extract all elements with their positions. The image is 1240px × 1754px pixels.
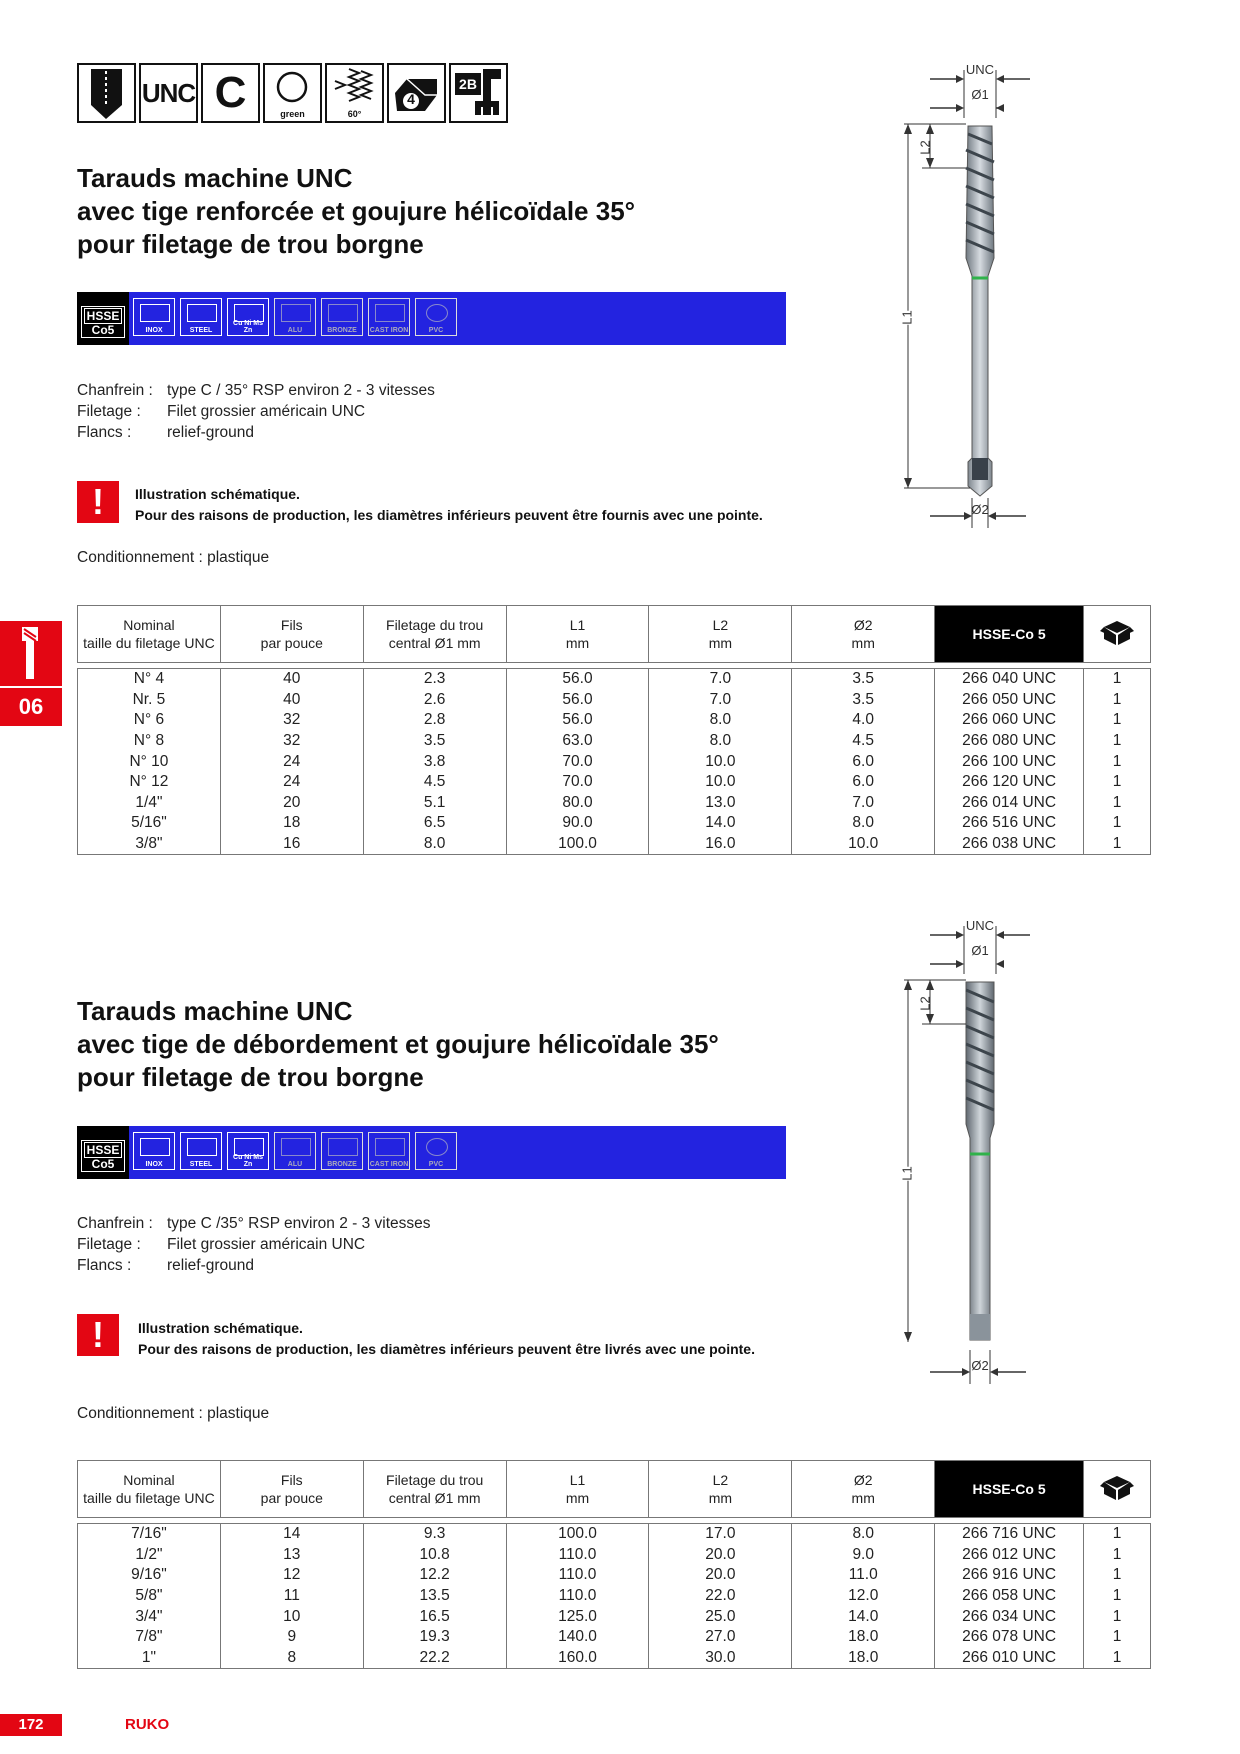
inox-material-icon: INOX	[133, 298, 175, 336]
col-header-tpi: Fils par pouce	[220, 1461, 363, 1518]
table-cell: 5/16"	[78, 813, 221, 834]
table-cell: 7/8"	[78, 1627, 221, 1648]
cast-iron-material-icon: CAST IRON	[368, 1132, 410, 1170]
table-cell: 22.2	[363, 1648, 506, 1669]
table-cell: 56.0	[506, 710, 649, 731]
table-cell: 8.0	[363, 834, 506, 855]
section1-table-body	[77, 668, 1151, 855]
table-cell: 1	[1084, 1565, 1151, 1586]
table-cell: 4.5	[363, 772, 506, 793]
table-cell: 18.0	[792, 1648, 935, 1669]
table-cell: 266 034 UNC	[935, 1606, 1084, 1627]
table-cell: 11	[220, 1586, 363, 1607]
unc-icon: UNC	[139, 63, 198, 123]
table-cell: 32	[220, 710, 363, 731]
table-cell: 1"	[78, 1648, 221, 1669]
table-row	[78, 710, 1151, 731]
col-header-tpi: Fils par pouce	[220, 606, 363, 663]
col-header-nominal: Nominal taille du filetage UNC	[78, 1461, 221, 1518]
table-cell: 8.0	[792, 813, 935, 834]
table-cell: 3.8	[363, 751, 506, 772]
pvc-material-icon: PVC	[415, 1132, 457, 1170]
section2-title: Tarauds machine UNC avec tige de débordement et goujure hélicoïdale 35° pour filetage de trou borgne	[77, 996, 719, 1092]
section2-drawing-d2-label: Ø2	[971, 1358, 989, 1373]
table-cell: 266 916 UNC	[935, 1565, 1084, 1586]
section2-drawing-l2-label: L2	[917, 996, 933, 1011]
section1-warning-text: Pour des raisons de production, les diamètres inférieurs peuvent être fournis avec une pointe.	[135, 507, 763, 523]
table-row	[78, 1545, 1151, 1566]
steel-material-icon: STEEL	[180, 1132, 222, 1170]
section2-drawing-l1-label: L1	[899, 1166, 915, 1181]
table-cell: 13.0	[649, 793, 792, 814]
bronze-material-icon: BRONZE	[321, 298, 363, 336]
table-row	[78, 834, 1151, 855]
table-cell: 1/2"	[78, 1545, 221, 1566]
table-cell: 24	[220, 751, 363, 772]
table-cell: 266 050 UNC	[935, 690, 1084, 711]
green-coating-icon: green	[263, 63, 322, 123]
section2-table	[77, 1460, 1151, 1518]
table-cell: 9/16"	[78, 1565, 221, 1586]
through-hole-icon	[77, 63, 136, 123]
table-row	[78, 793, 1151, 814]
table-cell: N° 10	[78, 751, 221, 772]
table-cell: 16.0	[649, 834, 792, 855]
table-row	[78, 1627, 1151, 1648]
section1-drawing-l2-label: L2	[917, 140, 933, 155]
chapter-number: 06	[0, 688, 62, 726]
table-cell: 6.0	[792, 751, 935, 772]
tolerance-2b-icon: 2B	[449, 63, 508, 123]
table-cell: 1	[1084, 793, 1151, 814]
table-row	[78, 1648, 1151, 1669]
table-cell: 56.0	[506, 690, 649, 711]
box-icon	[1084, 1461, 1151, 1518]
table-cell: 110.0	[506, 1586, 649, 1607]
table-cell: 7.0	[792, 793, 935, 814]
section1-drawing-d2-label: Ø2	[971, 502, 989, 517]
table-cell: 14.0	[649, 813, 792, 834]
col-header-l1: L1 mm	[506, 1461, 649, 1518]
table-cell: 1	[1084, 710, 1151, 731]
col-header-d2: Ø2 mm	[792, 1461, 935, 1518]
table-cell: 266 060 UNC	[935, 710, 1084, 731]
section1-warning-title: Illustration schématique.	[135, 486, 300, 502]
table-cell: 10.0	[649, 751, 792, 772]
col-header-l1: L1 mm	[506, 606, 649, 663]
alu-material-icon: ALU	[274, 298, 316, 336]
col-header-nominal: Nominal taille du filetage UNC	[78, 606, 221, 663]
table-cell: 14	[220, 1524, 363, 1545]
table-cell: 110.0	[506, 1565, 649, 1586]
table-cell: 266 038 UNC	[935, 834, 1084, 855]
section1-drawing-unc-label: UNC	[965, 62, 995, 77]
table-cell: 8	[220, 1648, 363, 1669]
table-row	[78, 1586, 1151, 1607]
table-cell: 80.0	[506, 793, 649, 814]
section2-drawing-d1-label: Ø1	[971, 943, 989, 958]
table-cell: N° 4	[78, 669, 221, 690]
col-header-d2: Ø2 mm	[792, 606, 935, 663]
table-cell: N° 8	[78, 731, 221, 752]
table-cell: 266 120 UNC	[935, 772, 1084, 793]
cast-iron-material-icon: CAST IRON	[368, 298, 410, 336]
table-cell: 40	[220, 669, 363, 690]
steel-material-icon: STEEL	[180, 298, 222, 336]
table-cell: 1	[1084, 813, 1151, 834]
table-cell: 14.0	[792, 1606, 935, 1627]
table-cell: 13	[220, 1545, 363, 1566]
table-cell: 12	[220, 1565, 363, 1586]
section1-drawing-l1-label: L1	[899, 310, 915, 325]
table-cell: 56.0	[506, 669, 649, 690]
table-cell: 266 078 UNC	[935, 1627, 1084, 1648]
table-row	[78, 1606, 1151, 1627]
table-cell: 100.0	[506, 834, 649, 855]
col-header-drill: Filetage du trou central Ø1 mm	[363, 606, 506, 663]
table-row	[78, 1524, 1151, 1545]
brand-logo: RUKO	[125, 1716, 170, 1733]
table-cell: 4.5	[792, 731, 935, 752]
table-cell: 25.0	[649, 1606, 792, 1627]
section2-warning-text: Pour des raisons de production, les diamètres inférieurs peuvent être livrés avec une pointe.	[138, 1341, 755, 1357]
table-cell: 266 080 UNC	[935, 731, 1084, 752]
table-cell: 20	[220, 793, 363, 814]
table-cell: 266 516 UNC	[935, 813, 1084, 834]
page-number: 172	[0, 1714, 62, 1736]
table-cell: 3/8"	[78, 834, 221, 855]
table-cell: 9.3	[363, 1524, 506, 1545]
table-row	[78, 1565, 1151, 1586]
cunimszn-material-icon: Cu Ni Ms Zn	[227, 1132, 269, 1170]
table-cell: 9.0	[792, 1545, 935, 1566]
table-cell: 20.0	[649, 1545, 792, 1566]
table-cell: 22.0	[649, 1586, 792, 1607]
table-cell: 8.0	[649, 731, 792, 752]
table-cell: 100.0	[506, 1524, 649, 1545]
section2-material-bar	[77, 1126, 786, 1179]
table-cell: 3.5	[792, 690, 935, 711]
hsse-co5-badge: HSSE Co5	[77, 1126, 129, 1179]
table-cell: 7.0	[649, 669, 792, 690]
inox-material-icon: INOX	[133, 1132, 175, 1170]
table-cell: 70.0	[506, 772, 649, 793]
table-cell: 160.0	[506, 1648, 649, 1669]
table-cell: 13.5	[363, 1586, 506, 1607]
table-cell: 2.8	[363, 710, 506, 731]
table-cell: 1	[1084, 1586, 1151, 1607]
table-row	[78, 669, 1151, 690]
table-cell: 266 058 UNC	[935, 1586, 1084, 1607]
bronze-material-icon: BRONZE	[321, 1132, 363, 1170]
section1-packaging: Conditionnement : plastique	[77, 549, 270, 566]
table-cell: 140.0	[506, 1627, 649, 1648]
table-cell: 110.0	[506, 1545, 649, 1566]
section1-material-bar	[77, 292, 786, 345]
table-cell: 266 040 UNC	[935, 669, 1084, 690]
table-cell: 10.8	[363, 1545, 506, 1566]
col-header-hsse-co5: HSSE-Co 5	[935, 1461, 1084, 1518]
col-header-l2: L2 mm	[649, 606, 792, 663]
table-cell: 20.0	[649, 1565, 792, 1586]
table-cell: 8.0	[649, 710, 792, 731]
alu-material-icon: ALU	[274, 1132, 316, 1170]
table-cell: 12.2	[363, 1565, 506, 1586]
table-cell: 6.5	[363, 813, 506, 834]
section1-table	[77, 605, 1151, 669]
table-cell: 7.0	[649, 690, 792, 711]
table-cell: 3.5	[363, 731, 506, 752]
table-cell: 16	[220, 834, 363, 855]
table-header	[78, 1461, 1151, 1518]
table-cell: 12.0	[792, 1586, 935, 1607]
table-cell: 17.0	[649, 1524, 792, 1545]
table-row	[78, 751, 1151, 772]
table-cell: 3.5	[792, 669, 935, 690]
table-cell: 18	[220, 813, 363, 834]
table-row	[78, 731, 1151, 752]
table-cell: 3/4"	[78, 1606, 221, 1627]
table-cell: 266 012 UNC	[935, 1545, 1084, 1566]
hsse-co5-badge: HSSE Co5	[77, 292, 129, 345]
table-cell: 5.1	[363, 793, 506, 814]
table-cell: 266 014 UNC	[935, 793, 1084, 814]
table-cell: 70.0	[506, 751, 649, 772]
table-row	[78, 813, 1151, 834]
table-cell: 1	[1084, 1648, 1151, 1669]
table-cell: 40	[220, 690, 363, 711]
table-row	[78, 690, 1151, 711]
section2-warning-title: Illustration schématique.	[138, 1320, 303, 1336]
table-cell: 1	[1084, 1606, 1151, 1627]
table-cell: 1	[1084, 690, 1151, 711]
section1-tap-drawing	[900, 58, 1040, 538]
section1-specs: Chanfrein : type C / 35° RSP environ 2 - 3 vitesses Filetage : Filet grossier américain UNC Flancs : relief-ground	[77, 382, 435, 441]
table-cell: 10.0	[649, 772, 792, 793]
table-cell: 266 010 UNC	[935, 1648, 1084, 1669]
table-cell: 10	[220, 1606, 363, 1627]
table-cell: 1	[1084, 834, 1151, 855]
table-cell: 63.0	[506, 731, 649, 752]
table-cell: 16.5	[363, 1606, 506, 1627]
table-cell: 1	[1084, 731, 1151, 752]
table-cell: 24	[220, 772, 363, 793]
table-cell: N° 12	[78, 772, 221, 793]
table-cell: 5/8"	[78, 1586, 221, 1607]
col-header-hsse-co5: HSSE-Co 5	[935, 606, 1084, 663]
table-cell: 1	[1084, 1524, 1151, 1545]
warning-icon: !	[77, 1314, 119, 1356]
cunimszn-material-icon: Cu Ni Ms Zn	[227, 298, 269, 336]
chapter-tab-icon	[0, 621, 62, 686]
table-row	[78, 772, 1151, 793]
table-cell: 7/16"	[78, 1524, 221, 1545]
section2-drawing-unc-label: UNC	[965, 918, 995, 933]
table-cell: 30.0	[649, 1648, 792, 1669]
section2-specs: Chanfrein : type C /35° RSP environ 2 - 3 vitesses Filetage : Filet grossier américain UNC Flancs : relief-ground	[77, 1215, 431, 1274]
section2-table-body	[77, 1523, 1151, 1669]
table-cell: 18.0	[792, 1627, 935, 1648]
section2-tap-drawing	[900, 914, 1040, 1394]
table-cell: 11.0	[792, 1565, 935, 1586]
col-header-l2: L2 mm	[649, 1461, 792, 1518]
table-cell: 1	[1084, 772, 1151, 793]
chamfer-c-icon: C	[201, 63, 260, 123]
section1-title: Tarauds machine UNC avec tige renforcée et goujure hélicoïdale 35° pour filetage de trou borgne	[77, 163, 636, 259]
table-cell: 4.0	[792, 710, 935, 731]
table-cell: N° 6	[78, 710, 221, 731]
table-cell: 2.3	[363, 669, 506, 690]
table-cell: 32	[220, 731, 363, 752]
table-cell: 19.3	[363, 1627, 506, 1648]
table-cell: 10.0	[792, 834, 935, 855]
table-cell: 27.0	[649, 1627, 792, 1648]
warning-icon: !	[77, 481, 119, 523]
col-header-drill: Filetage du trou central Ø1 mm	[363, 1461, 506, 1518]
table-cell: 9	[220, 1627, 363, 1648]
table-cell: 2.6	[363, 690, 506, 711]
four-flutes-icon: 4	[387, 63, 446, 123]
table-cell: 266 716 UNC	[935, 1524, 1084, 1545]
table-cell: 1	[1084, 1545, 1151, 1566]
section2-packaging: Conditionnement : plastique	[77, 1405, 270, 1422]
table-cell: 1	[1084, 751, 1151, 772]
table-cell: 90.0	[506, 813, 649, 834]
table-header	[78, 606, 1151, 663]
box-icon	[1084, 606, 1151, 663]
thread-angle-icon: 60°	[325, 63, 384, 123]
table-cell: 1	[1084, 1627, 1151, 1648]
table-cell: 266 100 UNC	[935, 751, 1084, 772]
table-cell: 1/4"	[78, 793, 221, 814]
table-cell: 1	[1084, 669, 1151, 690]
table-cell: 125.0	[506, 1606, 649, 1627]
table-cell: 6.0	[792, 772, 935, 793]
table-cell: Nr. 5	[78, 690, 221, 711]
table-cell: 8.0	[792, 1524, 935, 1545]
pvc-material-icon: PVC	[415, 298, 457, 336]
section1-drawing-d1-label: Ø1	[971, 87, 989, 102]
